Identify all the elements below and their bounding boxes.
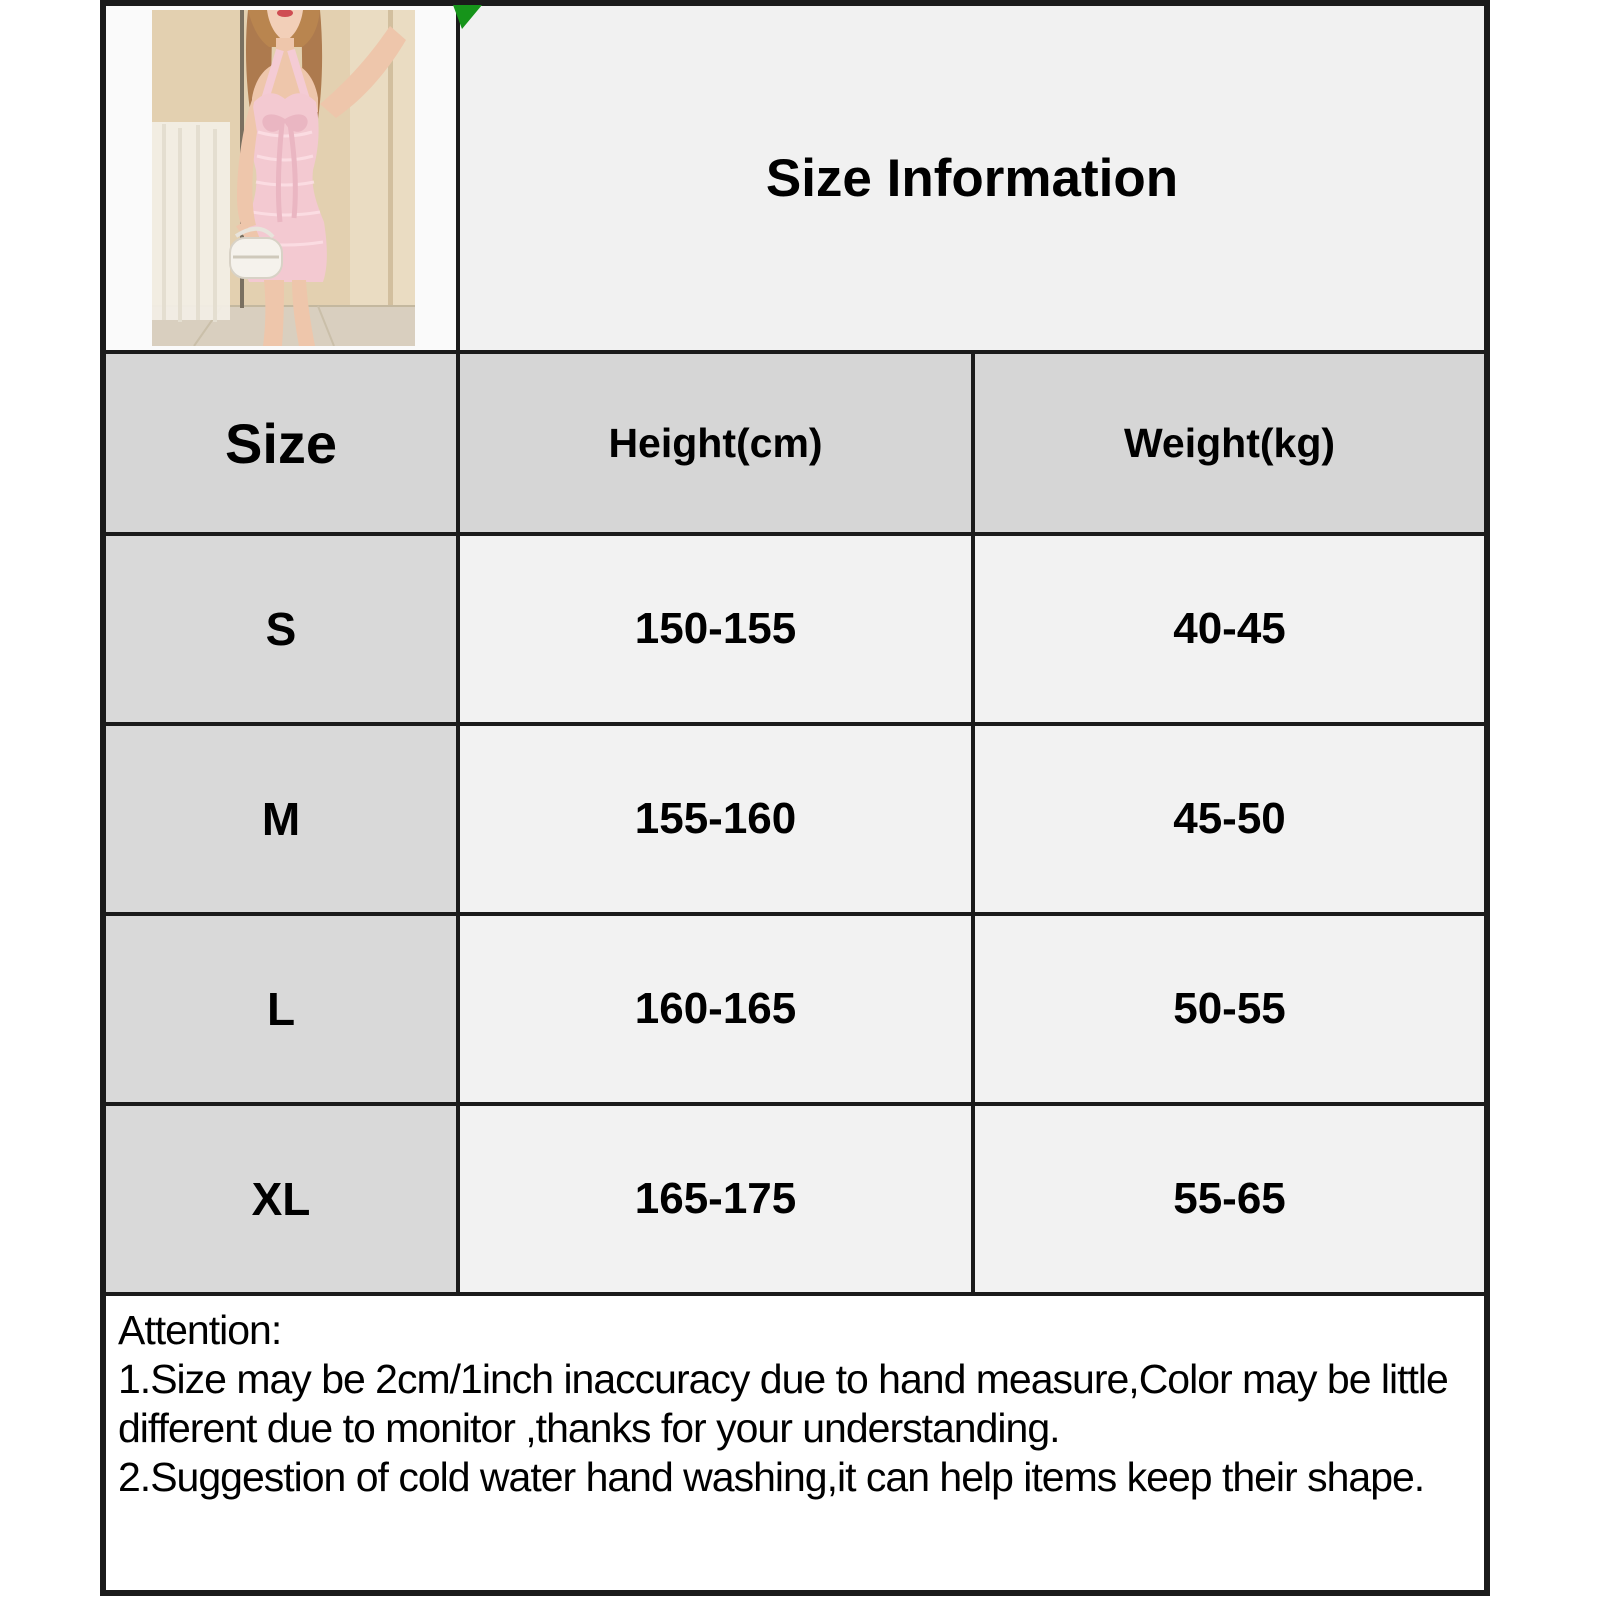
table-row-m-height	[460, 726, 975, 916]
page-title-cell	[460, 6, 1484, 354]
product-photo-cell	[106, 6, 460, 354]
table-row-s-size	[106, 536, 460, 726]
height-value: 160-165	[634, 984, 797, 1033]
attention-heading: Attention:	[118, 1307, 282, 1353]
size-value: M	[261, 793, 301, 845]
column-header-weight-label: Weight(kg)	[1123, 419, 1336, 466]
page-title: Size Information	[765, 148, 1179, 208]
table-row-xl-height	[460, 1106, 975, 1296]
attention-line-3: 2.Suggestion of cold water hand washing,it can help items keep their shape.	[118, 1454, 1425, 1500]
column-header-size	[106, 354, 460, 536]
attention-line-2: different due to monitor ,thanks for your understanding.	[118, 1405, 1060, 1451]
table-row-s-weight	[975, 536, 1484, 726]
height-value: 155-160	[634, 794, 797, 843]
column-header-size-label: Size	[224, 411, 338, 475]
table-row-m-size	[106, 726, 460, 916]
green-corner-marker-icon	[452, 5, 484, 31]
size-value: L	[266, 983, 296, 1035]
height-value: 165-175	[634, 1174, 797, 1223]
height-value: 150-155	[634, 604, 797, 653]
table-row-xl-size	[106, 1106, 460, 1296]
weight-value: 40-45	[1173, 604, 1286, 653]
table-row-m-weight	[975, 726, 1484, 916]
weight-value: 45-50	[1173, 794, 1286, 843]
column-header-weight	[975, 354, 1484, 536]
size-chart-table	[100, 0, 1490, 1596]
table-row-s-height	[460, 536, 975, 726]
table-row-l-weight	[975, 916, 1484, 1106]
attention-line-1: 1.Size may be 2cm/1inch inaccuracy due to hand measure,Color may be little	[118, 1356, 1448, 1402]
table-row-xl-weight	[975, 1106, 1484, 1296]
table-row-l-height	[460, 916, 975, 1106]
weight-value: 55-65	[1173, 1174, 1286, 1223]
weight-value: 50-55	[1173, 984, 1286, 1033]
product-photo	[152, 10, 415, 346]
column-header-height	[460, 354, 975, 536]
size-value: XL	[251, 1173, 311, 1225]
attention-note	[106, 1296, 1484, 1590]
size-value: S	[265, 603, 297, 655]
table-row-l-size	[106, 916, 460, 1106]
column-header-height-label: Height(cm)	[608, 419, 823, 466]
